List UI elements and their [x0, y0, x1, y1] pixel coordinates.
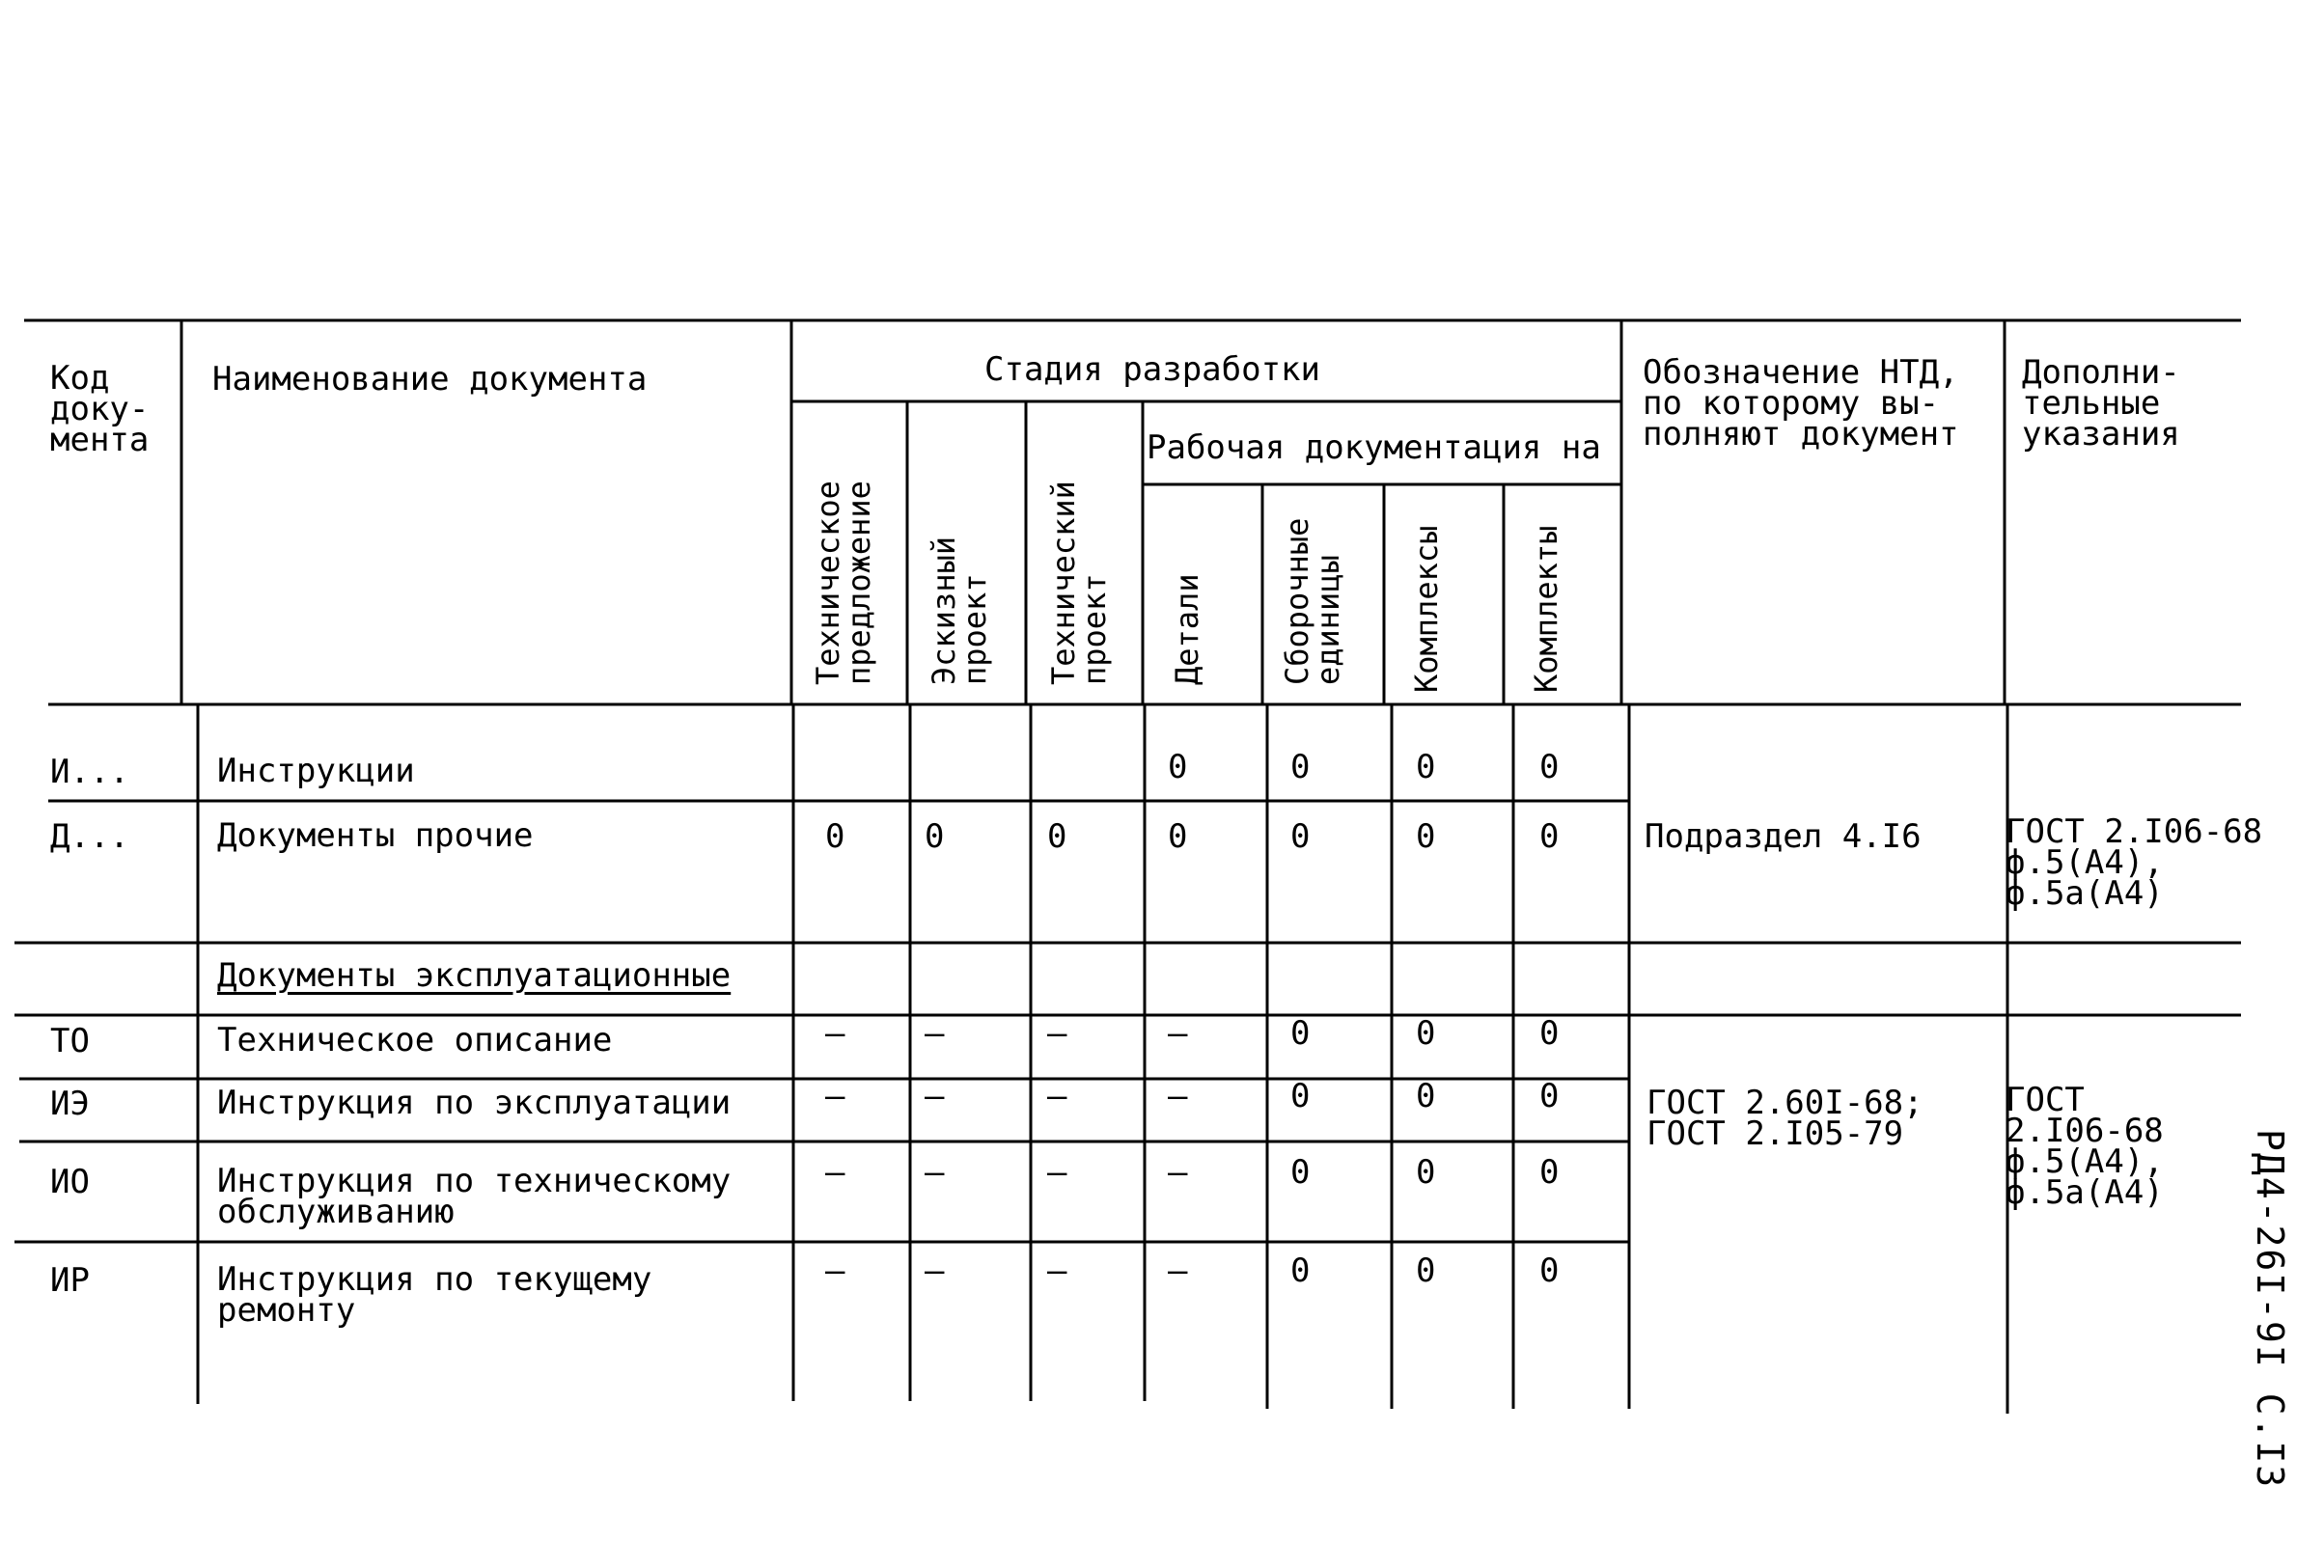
row-mark: – — [1168, 1014, 1188, 1053]
row-mark: 0 — [1290, 817, 1311, 856]
row-mark: – — [1047, 1252, 1067, 1290]
row-document-name: Инструкция по техническому обслуживанию — [217, 1162, 732, 1231]
note-extra-other-docs: ГОСТ 2.I06-68 ф.5(А4), ф.5а(А4) — [2006, 812, 2263, 913]
row-mark: 0 — [1539, 1077, 1560, 1115]
row-code: ИЭ — [50, 1085, 90, 1123]
header-code: Код доку- мента — [50, 359, 150, 459]
row-mark: 0 — [1290, 1252, 1311, 1290]
row-mark: 0 — [825, 817, 845, 856]
row-mark: 0 — [1416, 817, 1436, 856]
row-mark: 0 — [925, 817, 945, 856]
row-mark: 0 — [1416, 748, 1436, 786]
stage-col-tech-project: Технический проект — [1045, 481, 1113, 685]
row-mark: – — [1047, 1077, 1067, 1115]
row-mark: – — [925, 1077, 945, 1115]
row-mark: 0 — [1539, 817, 1560, 856]
row-mark: 0 — [1290, 1077, 1311, 1115]
row-mark: 0 — [1290, 1014, 1311, 1053]
header-development-stage: Стадия разработки — [984, 350, 1320, 389]
stage-col-draft-project: Эскизный проект — [926, 536, 993, 685]
row-mark: – — [825, 1014, 845, 1053]
note-ntd-other-docs: Подраздел 4.I6 — [1645, 817, 1922, 856]
header-working-docs: Рабочая документация на — [1147, 428, 1601, 467]
header-ntd: Обозначение НТД, по которому вы- полняют документ — [1643, 353, 1959, 454]
row-document-name: Инструкция по эксплуатации — [217, 1084, 732, 1122]
row-mark: 0 — [1539, 1252, 1560, 1290]
row-code: ИР — [50, 1261, 90, 1300]
row-mark: – — [1047, 1153, 1067, 1192]
note-extra-operational-docs: ГОСТ 2.I06-68 ф.5(А4), ф.5а(А4) — [2006, 1081, 2164, 1212]
row-mark: 0 — [1539, 1014, 1560, 1053]
row-mark: – — [1047, 1014, 1067, 1053]
row-code: ИО — [50, 1163, 90, 1201]
rd-col-complexes: Комплексы — [1408, 525, 1445, 693]
row-mark: 0 — [1416, 1077, 1436, 1115]
row-mark: 0 — [1290, 748, 1311, 786]
row-document-name: Техническое описание — [217, 1021, 613, 1059]
row-mark: 0 — [1539, 748, 1560, 786]
row-mark: 0 — [1290, 1153, 1311, 1192]
row-mark: – — [825, 1077, 845, 1115]
row-mark: 0 — [1539, 1153, 1560, 1192]
row-document-name: Документы прочие — [217, 816, 534, 855]
row-mark: 0 — [1047, 817, 1067, 856]
row-mark: – — [1168, 1153, 1188, 1192]
section-heading: Документы эксплуатационные — [217, 956, 732, 995]
row-mark: 0 — [1416, 1252, 1436, 1290]
row-mark: 0 — [1416, 1014, 1436, 1053]
row-mark: – — [825, 1153, 845, 1192]
header-extra-notes: Дополни- тельные указания — [2022, 353, 2180, 454]
row-mark: 0 — [1168, 817, 1188, 856]
rd-col-kits: Комплекты — [1528, 525, 1564, 693]
row-mark: – — [925, 1252, 945, 1290]
row-mark: – — [925, 1153, 945, 1192]
rd-col-assemblies: Сборочные единицы — [1279, 517, 1346, 685]
row-mark: – — [925, 1014, 945, 1053]
row-mark: 0 — [1416, 1153, 1436, 1192]
row-mark: – — [1168, 1252, 1188, 1290]
row-code: И... — [50, 753, 129, 791]
stage-col-tech-proposal: Техническое предложение — [810, 481, 877, 685]
page-number: РД4-26I-9I С.I3 — [2249, 1129, 2291, 1490]
header-document-name: Наименование документа — [212, 360, 648, 399]
row-code: ТО — [50, 1022, 90, 1060]
row-document-name: Инструкции — [217, 752, 415, 790]
note-ntd-operational-docs: ГОСТ 2.60I-68; ГОСТ 2.I05-79 — [1646, 1084, 1923, 1153]
row-mark: 0 — [1168, 748, 1188, 786]
row-mark: – — [1168, 1077, 1188, 1115]
row-mark: – — [825, 1252, 845, 1290]
rd-col-parts: Детали — [1169, 573, 1205, 685]
row-code: Д... — [50, 817, 129, 856]
row-document-name: Инструкция по текущему ремонту — [217, 1260, 652, 1330]
